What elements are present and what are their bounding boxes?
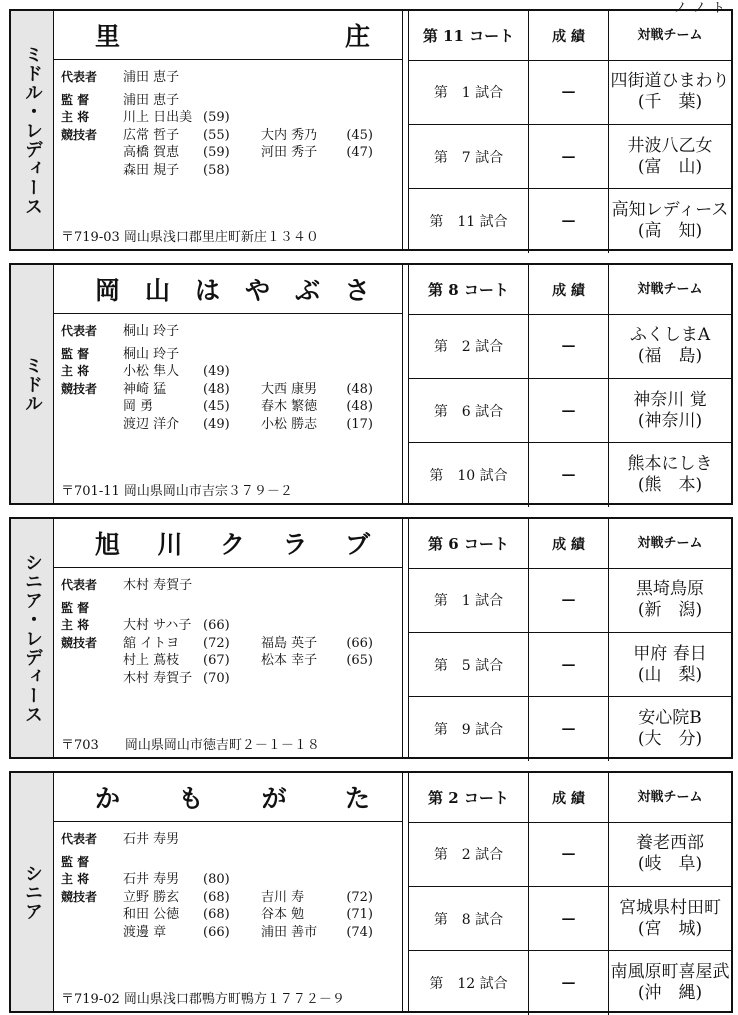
game-number: 第 5 試合	[409, 633, 529, 697]
team-info	[53, 773, 402, 1011]
player-name: 高橋 賀恵	[123, 145, 180, 160]
player-age: (58)	[203, 162, 230, 178]
representative-label: 代表者	[61, 70, 98, 84]
player-name: 神崎 猛	[123, 381, 167, 397]
team-info	[53, 519, 402, 757]
players-label: 競技者	[61, 127, 98, 142]
player-name: 岡 勇	[123, 399, 154, 414]
player-age	[343, 670, 373, 688]
game-number: 第 2 試合	[409, 314, 529, 378]
opponent-cell	[609, 697, 731, 761]
game-number: 第 7 試合	[409, 125, 529, 189]
player-row	[61, 889, 398, 907]
team-name-char: 里	[95, 22, 121, 51]
players-label-spacer	[61, 924, 123, 942]
captain-age: (80)	[203, 872, 230, 887]
players-label: 競技者	[61, 635, 98, 650]
player-name: 木村 寿賀子	[123, 670, 193, 686]
captain-name: 川上 日出美	[123, 110, 193, 125]
game-number: 第 6 試合	[409, 379, 529, 443]
team-name-char: 庄	[344, 22, 370, 51]
representative-label: 代表者	[61, 578, 98, 592]
team-name-char: は	[194, 276, 220, 305]
opponent-team-name: ふくしまA	[629, 325, 711, 345]
opponent-prefecture: (熊 本)	[637, 475, 703, 495]
team-name-char: 山	[144, 276, 170, 305]
game-number: 第 1 試合	[409, 60, 529, 124]
category-label	[11, 11, 54, 249]
team-block	[9, 9, 733, 251]
opponent-team-name: 高知レディース	[611, 200, 729, 220]
match-result: —	[529, 443, 609, 507]
court-header: 第 8 コート	[409, 265, 529, 314]
player-name	[261, 670, 343, 688]
member-list	[61, 69, 398, 179]
player-age: (68)	[203, 907, 230, 922]
match-result: —	[529, 633, 609, 697]
match-result: —	[529, 822, 609, 886]
opponent-cell	[609, 822, 731, 886]
opponent-team-name: 南風原町喜屋武	[610, 962, 730, 982]
result-header: 成 績	[529, 265, 609, 314]
match-result: —	[529, 887, 609, 951]
double-rule-divider	[402, 265, 409, 503]
player-name: 浦田 善市	[261, 924, 318, 940]
team-name-char: ラ	[282, 530, 308, 559]
team-address: 〒703 岡山県岡山市徳吉町２－１－１８	[61, 738, 320, 753]
opponent-prefecture: (千 葉)	[637, 92, 703, 112]
result-header: 成 績	[529, 11, 609, 60]
match-result: —	[529, 951, 609, 1015]
player-age: (72)	[203, 635, 230, 651]
opponent-cell	[609, 443, 731, 507]
team-name-char: た	[344, 784, 370, 813]
opponent-cell	[609, 568, 731, 632]
opponent-prefecture: (山 梨)	[637, 665, 703, 685]
opponent-header: 対戦チーム	[637, 790, 703, 805]
player-name: 舘 イトヨ	[123, 635, 180, 651]
player-name: 小松 勝志	[261, 416, 318, 432]
players-label-spacer	[61, 906, 123, 924]
representative-name: 桐山 玲子	[123, 324, 180, 339]
player-name: 広常 哲子	[123, 127, 180, 143]
opponent-prefecture: (沖 縄)	[637, 983, 703, 1003]
team-name-char: さ	[344, 276, 370, 305]
player-row	[61, 652, 398, 670]
game-number: 第 11 試合	[409, 189, 529, 253]
opponent-header: 対戦チーム	[637, 536, 703, 551]
match-table	[409, 265, 731, 503]
players-label: 競技者	[61, 889, 98, 904]
player-row	[61, 906, 398, 924]
player-name: 渡邊 章	[123, 924, 167, 940]
player-name: 立野 勝玄	[123, 889, 180, 905]
match-result: —	[529, 379, 609, 443]
player-row	[61, 635, 398, 653]
coach-name: 桐山 玲子	[123, 346, 180, 362]
team-name	[53, 265, 402, 314]
coach-row	[61, 854, 398, 872]
players-label-spacer	[61, 162, 123, 180]
match-row	[409, 188, 731, 253]
player-age: (74)	[346, 924, 373, 940]
match-table	[409, 11, 731, 249]
game-number: 第 1 試合	[409, 568, 529, 632]
player-row	[61, 381, 398, 399]
match-table-header	[409, 265, 731, 315]
category-label	[11, 519, 54, 757]
opponent-header: 対戦チーム	[637, 282, 703, 297]
team-address: 〒719-03 岡山県浅口郡里庄町新庄１３４０	[61, 230, 319, 245]
member-list	[61, 577, 398, 687]
opponent-team-name: 井波八乙女	[627, 136, 713, 156]
opponent-cell	[609, 189, 731, 253]
captain-age: (49)	[203, 364, 230, 379]
player-age: (55)	[203, 127, 230, 143]
player-name: 谷本 勉	[261, 907, 305, 922]
captain-name: 石井 寿男	[123, 872, 180, 887]
team-address: 〒701-11 岡山県岡山市吉宗３７９－２	[61, 484, 293, 499]
category-label	[11, 773, 54, 1011]
player-age: (72)	[346, 889, 373, 905]
opponent-prefecture: (宮 城)	[637, 919, 703, 939]
captain-row	[61, 617, 398, 635]
team-block	[9, 517, 733, 759]
opponent-prefecture: (大 分)	[637, 729, 703, 749]
captain-label: 主 将	[61, 110, 90, 124]
players-label: 競技者	[61, 381, 98, 396]
opponent-prefecture: (福 島)	[637, 346, 703, 366]
captain-label: 主 将	[61, 872, 90, 886]
team-name-char: が	[261, 784, 287, 813]
player-age: (48)	[346, 399, 373, 414]
player-age	[343, 162, 373, 180]
game-number: 第 2 試合	[409, 822, 529, 886]
player-name: 森田 規子	[123, 162, 180, 178]
player-name: 渡辺 洋介	[123, 416, 180, 432]
player-row	[61, 924, 398, 942]
player-name: 大内 秀乃	[261, 127, 318, 143]
captain-age: (66)	[203, 618, 230, 633]
opponent-team-name: 熊本にしき	[627, 454, 713, 474]
player-age: (48)	[346, 381, 373, 397]
player-age: (17)	[346, 416, 373, 432]
match-result: —	[529, 314, 609, 378]
opponent-team-name: 養老西部	[636, 833, 704, 853]
opponent-cell	[609, 379, 731, 443]
team-name-char: 岡	[95, 276, 121, 305]
match-result: —	[529, 60, 609, 124]
team-info	[53, 11, 402, 249]
double-rule-divider	[402, 773, 409, 1011]
player-age: (66)	[346, 635, 373, 651]
player-name	[261, 162, 343, 180]
player-age: (49)	[203, 416, 230, 432]
match-result: —	[529, 697, 609, 761]
representative-row	[61, 323, 398, 341]
court-header: 第 2 コート	[409, 773, 529, 822]
team-name-char: ぶ	[294, 276, 320, 305]
game-number: 第 10 試合	[409, 443, 529, 507]
category-text: ミドル	[22, 355, 43, 413]
team-address: 〒719-02 岡山県浅口郡鴨方町鴨方１７７２－９	[61, 992, 345, 1007]
player-age: (70)	[203, 670, 230, 686]
match-row	[409, 632, 731, 697]
category-label	[11, 265, 54, 503]
player-age: (47)	[346, 145, 373, 160]
representative-row	[61, 577, 398, 595]
team-name-char: も	[178, 784, 204, 813]
page-corner-mark: ノ ノ ト	[673, 1, 726, 16]
player-age: (65)	[346, 653, 373, 668]
representative-row	[61, 69, 398, 87]
coach-label: 監 督	[61, 854, 90, 869]
member-list	[61, 831, 398, 941]
game-number: 第 12 試合	[409, 951, 529, 1015]
match-result: —	[529, 189, 609, 253]
opponent-team-name: 甲府 春日	[633, 644, 707, 664]
match-row	[409, 568, 731, 632]
match-table-header	[409, 519, 731, 569]
team-name-char: ク	[219, 530, 245, 559]
category-text: ミドル・レディース	[22, 44, 43, 216]
captain-name: 小松 隼人	[123, 364, 180, 379]
match-result: —	[529, 568, 609, 632]
coach-row	[61, 92, 398, 110]
team-name-char: 川	[157, 530, 183, 559]
court-header: 第 11 コート	[409, 11, 529, 60]
match-row	[409, 60, 731, 124]
member-list	[61, 323, 398, 433]
match-table-header	[409, 773, 731, 823]
result-header: 成 績	[529, 519, 609, 568]
court-header: 第 6 コート	[409, 519, 529, 568]
captain-row	[61, 363, 398, 381]
player-row	[61, 162, 398, 180]
representative-name: 石井 寿男	[123, 832, 180, 847]
player-row	[61, 416, 398, 434]
coach-label: 監 督	[61, 600, 90, 615]
representative-row	[61, 831, 398, 849]
opponent-prefecture: (高 知)	[637, 221, 703, 241]
coach-row	[61, 600, 398, 618]
game-number: 第 9 試合	[409, 697, 529, 761]
coach-label: 監 督	[61, 346, 90, 361]
coach-row	[61, 346, 398, 364]
opponent-team-name: 神奈川 覚	[633, 390, 707, 410]
team-block	[9, 771, 733, 1013]
opponent-cell	[609, 60, 731, 124]
captain-row	[61, 109, 398, 127]
players-label-spacer	[61, 398, 123, 416]
opponent-prefecture: (新 潟)	[637, 600, 703, 620]
players-label-spacer	[61, 652, 123, 670]
player-age: (68)	[203, 889, 230, 905]
team-info	[53, 265, 402, 503]
captain-row	[61, 871, 398, 889]
player-name: 福島 英子	[261, 635, 318, 651]
category-text: シニア	[22, 863, 43, 921]
player-age: (45)	[203, 399, 230, 414]
captain-label: 主 将	[61, 618, 90, 632]
match-table	[409, 773, 731, 1011]
double-rule-divider	[402, 11, 409, 249]
match-row	[409, 378, 731, 443]
opponent-cell	[609, 125, 731, 189]
match-table	[409, 519, 731, 757]
player-row	[61, 144, 398, 162]
team-name	[53, 773, 402, 822]
players-label-spacer	[61, 144, 123, 162]
team-name-char: ブ	[344, 530, 370, 559]
team-name	[53, 11, 402, 60]
captain-label: 主 将	[61, 364, 90, 378]
opponent-team-name: 黒埼鳥原	[636, 579, 704, 599]
representative-label: 代表者	[61, 832, 98, 846]
captain-age: (59)	[203, 110, 230, 125]
coach-label: 監 督	[61, 92, 90, 107]
player-age: (48)	[203, 381, 230, 397]
players-label-spacer	[61, 670, 123, 688]
player-row	[61, 398, 398, 416]
game-number: 第 8 試合	[409, 887, 529, 951]
representative-label: 代表者	[61, 324, 98, 338]
opponent-team-name: 宮城県村田町	[619, 898, 721, 918]
opponent-prefecture: (富 山)	[637, 157, 703, 177]
player-age: (59)	[203, 145, 230, 160]
category-text: シニア・レディース	[22, 552, 43, 724]
match-row	[409, 124, 731, 189]
team-name	[53, 519, 402, 568]
result-header: 成 績	[529, 773, 609, 822]
player-age: (71)	[346, 907, 373, 922]
player-name: 村上 蔦枝	[123, 653, 180, 668]
match-row	[409, 950, 731, 1015]
player-row	[61, 670, 398, 688]
opponent-prefecture: (神奈川)	[637, 411, 703, 431]
representative-name: 浦田 恵子	[123, 70, 180, 85]
opponent-cell	[609, 314, 731, 378]
team-name-char: か	[95, 784, 121, 813]
opponent-team-name: 四街道ひまわり	[610, 71, 730, 91]
player-name: 河田 秀子	[261, 145, 318, 160]
representative-name: 木村 寿賀子	[123, 578, 193, 593]
coach-name: 浦田 恵子	[123, 92, 180, 108]
captain-name: 大村 サハ子	[123, 618, 192, 633]
match-result: —	[529, 125, 609, 189]
opponent-prefecture: (岐 阜)	[637, 854, 703, 874]
player-age: (45)	[346, 127, 373, 143]
player-name: 大西 康男	[261, 381, 318, 397]
team-name-char: 旭	[95, 530, 121, 559]
match-row	[409, 696, 731, 761]
player-name: 春木 繁徳	[261, 399, 318, 414]
opponent-cell	[609, 887, 731, 951]
match-table-header	[409, 11, 731, 61]
opponent-cell	[609, 951, 731, 1015]
player-name: 和田 公徳	[123, 907, 180, 922]
match-row	[409, 886, 731, 951]
player-age: (67)	[203, 653, 230, 668]
players-label-spacer	[61, 416, 123, 434]
player-row	[61, 127, 398, 145]
player-name: 吉川 寿	[261, 889, 305, 905]
double-rule-divider	[402, 519, 409, 757]
match-row	[409, 822, 731, 886]
opponent-cell	[609, 633, 731, 697]
opponent-header: 対戦チーム	[637, 28, 703, 43]
opponent-team-name: 安心院B	[638, 708, 702, 728]
match-row	[409, 442, 731, 507]
match-row	[409, 314, 731, 378]
player-age: (66)	[203, 924, 230, 940]
player-name: 松本 幸子	[261, 653, 318, 668]
team-block	[9, 263, 733, 505]
team-name-char: や	[244, 276, 270, 305]
